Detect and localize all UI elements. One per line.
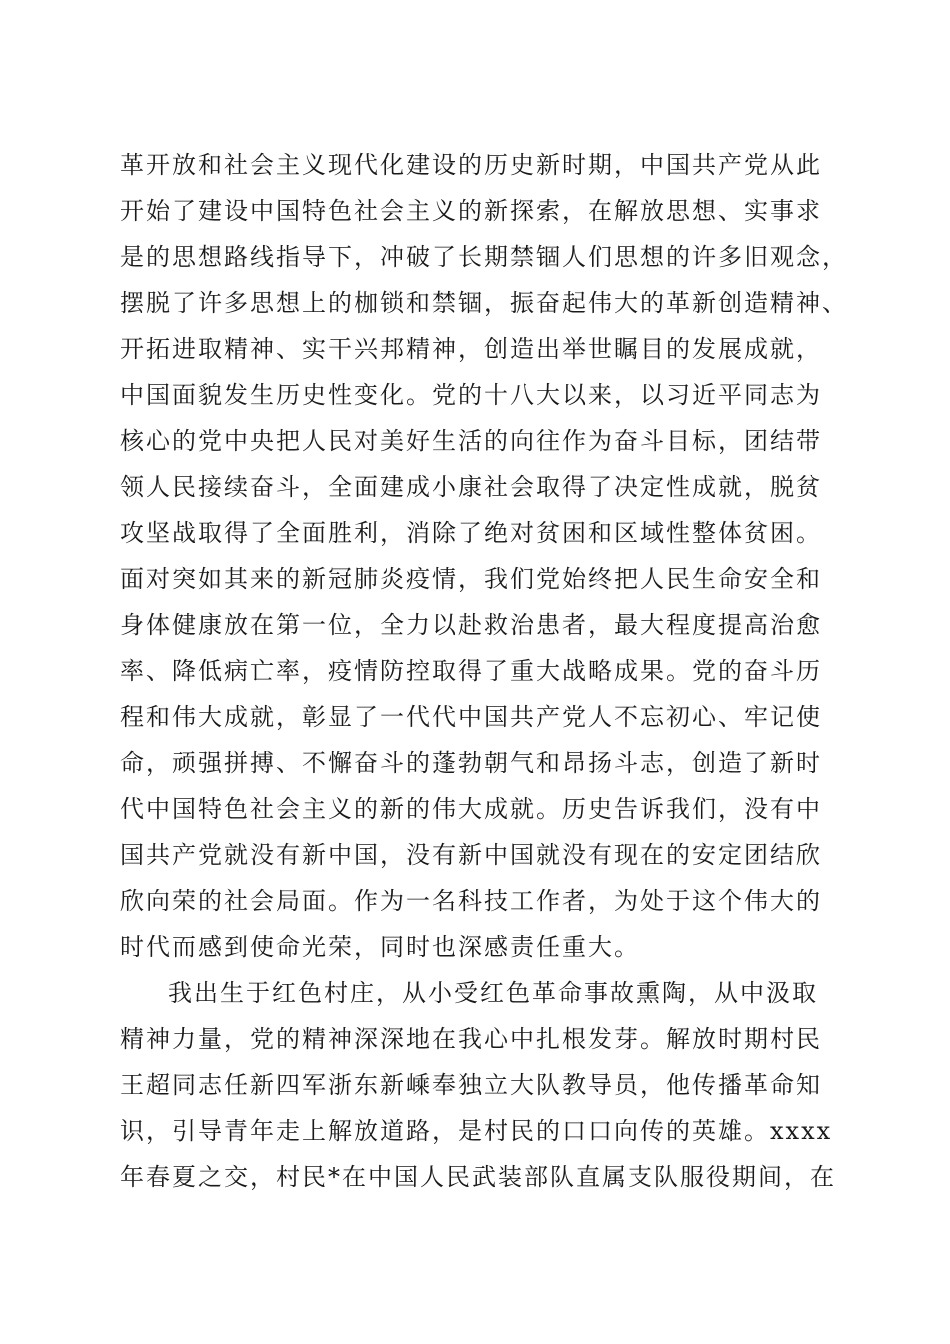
- text-line: 精神力量，党的精神深深地在我心中扎根发芽。解放时期村民: [120, 1025, 822, 1053]
- text-line: 率、降低病亡率，疫情防控取得了重大战略成果。党的奋斗历: [120, 657, 822, 685]
- text-line: 识，引导青年走上解放道路，是村民的口口向传的英雄。xxxx: [120, 1117, 833, 1145]
- text-line: 核心的党中央把人民对美好生活的向往作为奋斗目标，团结带: [120, 427, 822, 455]
- text-line: 代中国特色社会主义的新的伟大成就。历史告诉我们，没有中: [120, 795, 822, 823]
- body-text: [120, 142, 848, 1200]
- text-line: 命，顽强拼搏、不懈奋斗的蓬勃朝气和昂扬斗志，创造了新时: [120, 749, 822, 777]
- text-line: 国共产党就没有新中国，没有新中国就没有现在的安定团结欣: [120, 841, 822, 869]
- text-line: 面对突如其来的新冠肺炎疫情，我们党始终把人民生命安全和: [120, 565, 822, 593]
- text-line: 领人民接续奋斗，全面建成小康社会取得了决定性成就，脱贫: [120, 473, 822, 501]
- text-line: 程和伟大成就，彰显了一代代中国共产党人不忘初心、牢记使: [120, 703, 822, 731]
- text-line: 王超同志任新四军浙东新嵊奉独立大队教导员，他传播革命知: [120, 1071, 822, 1099]
- text-line: 中国面貌发生历史性变化。党的十八大以来，以习近平同志为: [120, 381, 822, 409]
- text-line: 革开放和社会主义现代化建设的历史新时期，中国共产党从此: [120, 151, 822, 179]
- text-line: 年春夏之交，村民*在中国人民武装部队直属支队服役期间，在: [120, 1163, 836, 1191]
- text-line: 摆脱了许多思想上的枷锁和禁锢，振奋起伟大的革新创造精神、: [120, 289, 848, 317]
- text-line: 欣向荣的社会局面。作为一名科技工作者，为处于这个伟大的: [120, 887, 822, 915]
- text-line: 是的思想路线指导下，冲破了长期禁锢人们思想的许多旧观念，: [120, 243, 848, 271]
- text-line: 开始了建设中国特色社会主义的新探索，在解放思想、实事求: [120, 197, 822, 225]
- text-line: 时代而感到使命光荣，同时也深感责任重大。: [120, 933, 640, 961]
- text-line: 攻坚战取得了全面胜利，消除了绝对贫困和区域性整体贫困。: [120, 519, 822, 547]
- text-line: 身体健康放在第一位，全力以赴救治患者，最大程度提高治愈: [120, 611, 822, 639]
- paragraph-start-line: 我出生于红色村庄，从小受红色革命事故熏陶，从中汲取: [168, 979, 818, 1007]
- text-line: 开拓进取精神、实干兴邦精神，创造出举世瞩目的发展成就，: [120, 335, 822, 363]
